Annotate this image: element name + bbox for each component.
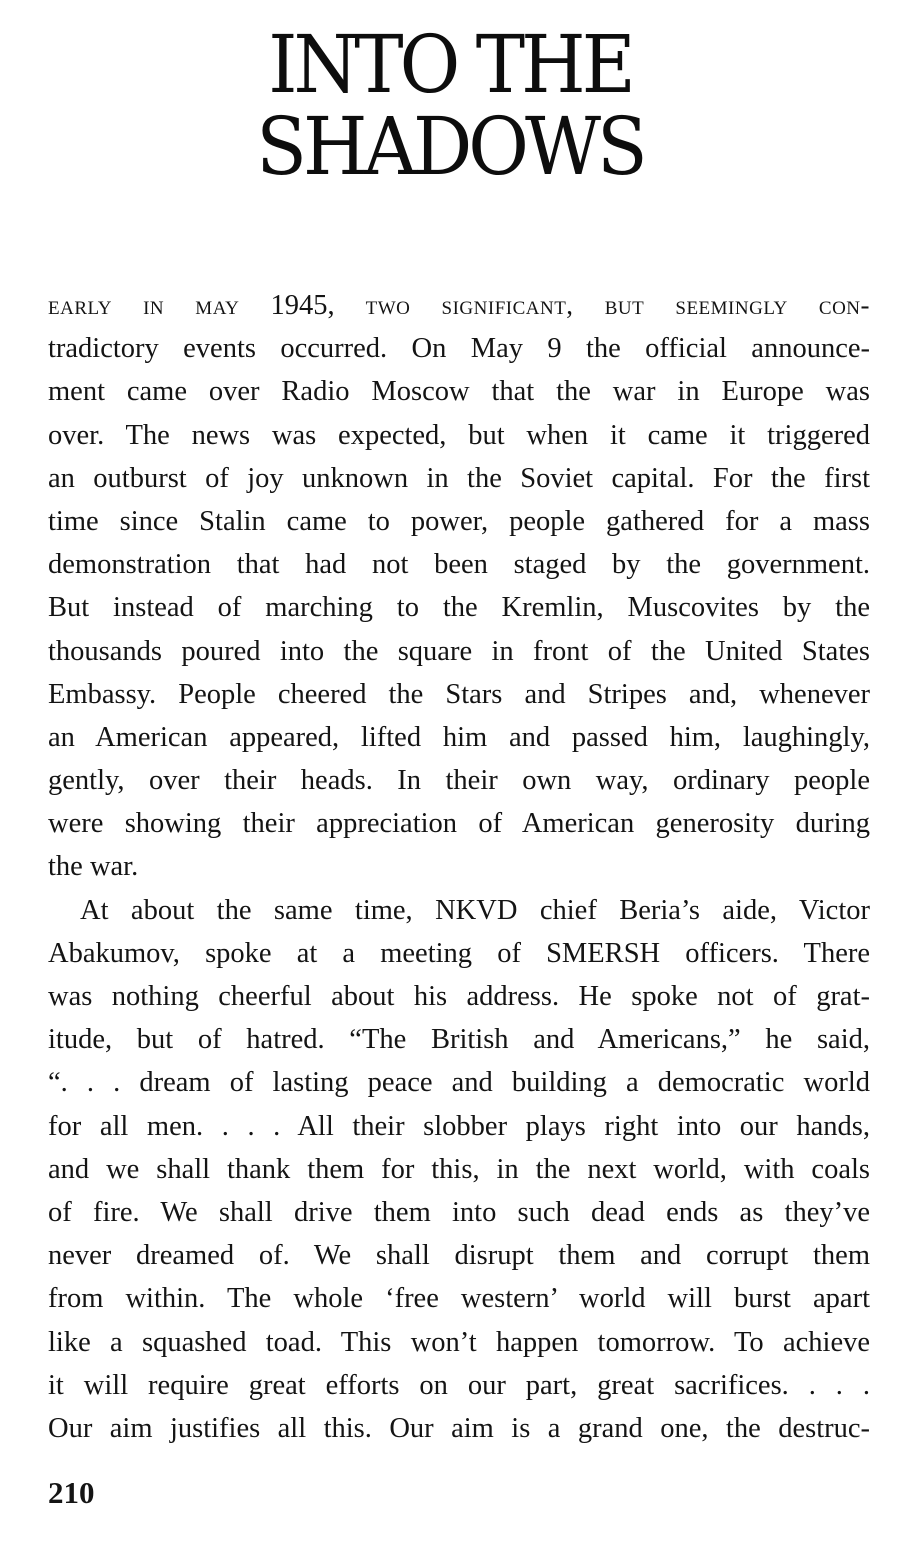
paragraph-1-line: demonstration that had not been staged by the government.: [48, 549, 870, 581]
opening-smallcaps: early in may: [48, 290, 240, 320]
paragraph-1-line: gently, over their heads. In their own way, ordinary people: [48, 765, 870, 797]
paragraph-1-line: time since Stalin came to power, people gathered for a mass: [48, 505, 870, 537]
paragraph-1-line-last: the war.: [48, 851, 139, 883]
page-number: 210: [48, 1475, 95, 1510]
paragraph-1-line: over. The news was expected, but when it came it triggered: [48, 419, 870, 451]
paragraph-2-line: never dreamed of. We shall disrupt them and corrupt them: [48, 1240, 870, 1272]
paragraph-2-line: from within. The whole ‘free western’ world will burst apart: [48, 1283, 870, 1315]
paragraph-2-line: itude, but of hatred. “The British and Americans,” he said,: [48, 1024, 870, 1056]
opening-year: 1945,: [270, 290, 335, 321]
paragraph-1-line: Embassy. People cheered the Stars and Stripes and, whenever: [48, 678, 870, 710]
paragraph-2-line: it will require great efforts on our part, great sacrifices. . . .: [48, 1369, 870, 1401]
paragraph-2-line: Our aim justifies all this. Our aim is a grand one, the destruc-: [48, 1412, 870, 1444]
paragraph-2-line: like a squashed toad. This won’t happen tomorrow. To achieve: [48, 1326, 870, 1358]
opening-line: [48, 284, 870, 327]
paragraph-2-line: and we shall thank them for this, in the next world, with coals: [48, 1153, 870, 1185]
paragraph-1-line: were showing their appreciation of American generosity during: [48, 808, 870, 840]
paragraph-2-line: Abakumov, spoke at a meeting of SMERSH officers. There: [48, 937, 870, 969]
chapter-title-line-1: INTO THE: [268, 18, 632, 112]
opening-smallcaps-2: two significant, but seemingly con-: [365, 290, 870, 320]
paragraph-2-line: “. . . dream of lasting peace and building a democratic world: [48, 1067, 870, 1099]
paragraph-2-line-first: At about the same time, NKVD chief Beria’s aide, Victor: [80, 894, 870, 926]
chapter-title-line-2: SHADOWS: [256, 100, 644, 194]
body-text: [48, 284, 870, 1450]
chapter-title: [0, 18, 900, 194]
paragraph-1-line: an American appeared, lifted him and passed him, laughingly,: [48, 721, 870, 753]
paragraph-1-line: ment came over Radio Moscow that the war in Europe was: [48, 376, 870, 408]
paragraph-2-line: for all men. . . . All their slobber plays right into our hands,: [48, 1110, 870, 1142]
paragraph-1-line: an outburst of joy unknown in the Soviet capital. For the first: [48, 462, 870, 494]
paragraph-1-line: tradictory events occurred. On May 9 the official announce-: [48, 333, 870, 365]
paragraph-2-line: was nothing cheerful about his address. He spoke not of grat-: [48, 981, 870, 1012]
paragraph-1-line: But instead of marching to the Kremlin, Muscovites by the: [48, 592, 870, 624]
paragraph-2-line: of fire. We shall drive them into such dead ends as they’ve: [48, 1196, 870, 1228]
paragraph-1-line: thousands poured into the square in front of the United States: [48, 635, 870, 667]
